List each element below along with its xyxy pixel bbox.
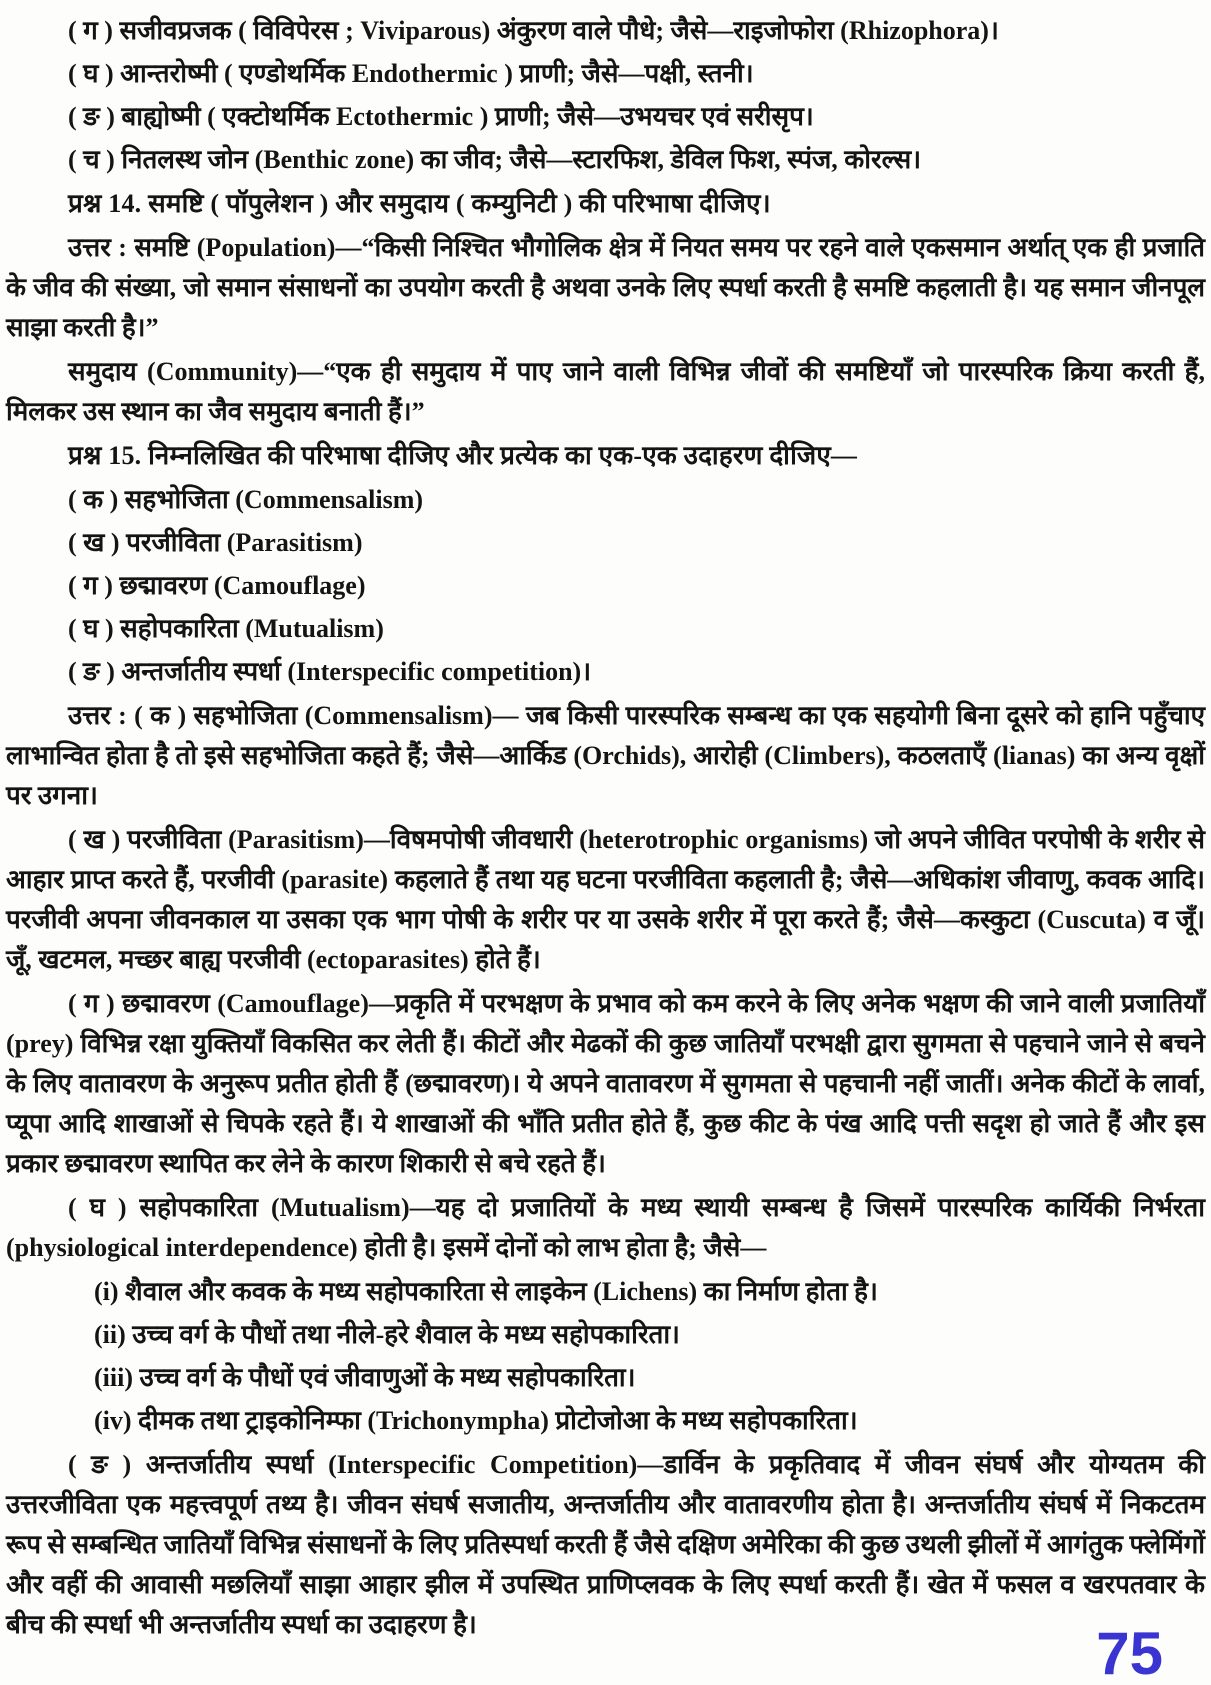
question-14-answer-population: उत्तर : समष्टि (Population)—“किसी निश्चित भौगोलिक क्षेत्र में नियत समय पर रहने वाले एकसमान अर्थात् एक ही प्रजाति के जीव की संख्या, जो समान संसाधनों का उपयोग करती है अथवा उनके लिए स्पर्धा करती है समष्टि कहलाती है। यह समान जीनपूल साझा करती है।” (6, 233, 1205, 342)
list-item-nga-ectothermic: ( ङ ) बाह्योष्मी ( एक्टोथर्मिक Ectothermic ) प्राणी; जैसे—उभयचर एवं सरीसृप। (68, 102, 814, 131)
option-ga-camouflage: ( ग ) छद्मावरण (Camouflage) (68, 571, 366, 600)
page-number: 75 (1096, 1620, 1163, 1685)
list-item-ga-viviparous: ( ग ) सजीवप्रजक ( विविपेरस ; Viviparous) अंकुरण वाले पौधे; जैसे—राइजोफोरा (Rhizophora)। (68, 16, 999, 45)
question-15-heading: प्रश्न 15. निम्नलिखित की परिभाषा दीजिए और प्रत्येक का एक-एक उदाहरण दीजिए— (68, 441, 858, 470)
option-gha-mutualism: ( घ ) सहोपकारिता (Mutualism) (68, 614, 384, 643)
option-kha-parasitism: ( ख ) परजीविता (Parasitism) (68, 528, 363, 557)
answer-parasitism: ( ख ) परजीविता (Parasitism)—विषमपोषी जीवधारी (heterotrophic organisms) जो अपने जीवित परपोषी के शरीर से आहार प्राप्त करते हैं, परजीवी (parasite) कहलाते हैं तथा यह घटना परजीविता कहलाती है; जैसे—अधिकांश जीवाणु, कवक आदि। परजीवी अपना जीवनकाल या उसका एक भाग पोषी के शरीर पर या उसके शरीर में पूरा करते हैं; जैसे—कस्कुटा (Cuscuta) व जूँ। जूँ, खटमल, मच्छर बाह्य परजीवी (ectoparasites) होते हैं। (6, 825, 1205, 974)
mutualism-example-iii: (iii) उच्च वर्ग के पौधों एवं जीवाणुओं के मध्य सहोपकारिता। (94, 1363, 636, 1392)
mutualism-example-iv: (iv) दीमक तथा ट्राइकोनिम्फा (Trichonympha) प्रोटोजोआ के मध्य सहोपकारिता। (94, 1406, 858, 1435)
list-item-gha-endothermic: ( घ ) आन्तरोष्मी ( एण्डोथर्मिक Endothermic ) प्राणी; जैसे—पक्षी, स्तनी। (68, 59, 754, 88)
answer-interspecific: ( ङ ) अन्तर्जातीय स्पर्धा (Interspecific Competition)—डार्विन के प्रकृतिवाद में जीवन संघर्ष और योग्यतम की उत्तरजीविता एक महत्त्वपूर्ण तथ्य है। जीवन संघर्ष सजातीय, अन्तर्जातीय और वातावरणीय होता है। अन्तर्जातीय संघर्ष में निकटतम रूप से सम्बन्धित जातियाँ विभिन्न संसाधनों के लिए प्रतिस्पर्धा करती हैं जैसे दक्षिण अमेरिका की कुछ उथली झीलों में आगंतुक फ्लेमिंगों और वहीं की आवासी मछलियाँ साझा आहार झील में उपस्थित प्राणिप्लवक के लिए स्पर्धा करती हैं। खेत में फसल व खरपतवार के बीच की स्पर्धा भी अन्तर्जातीय स्पर्धा का उदाहरण है। (6, 1450, 1205, 1639)
answer-mutualism: ( घ ) सहोपकारिता (Mutualism)—यह दो प्रजातियों के मध्य स्थायी सम्बन्ध है जिसमें पारस्परिक कार्यिकी निर्भरता (physiological interdependence) होती है। इसमें दोनों को लाभ होता है; जैसे— (6, 1193, 1205, 1262)
option-ka-commensalism: ( क ) सहभोजिता (Commensalism) (68, 485, 424, 514)
answer-camouflage: ( ग ) छद्मावरण (Camouflage)—प्रकृति में परभक्षण के प्रभाव को कम करने के लिए अनेक भक्षण की जाने वाली प्रजातियाँ (prey) विभिन्न रक्षा युक्तियाँ विकसित कर लेती हैं। कीटों और मेढकों की कुछ जातियाँ परभक्षी द्वारा सुगमता से पहचाने जाने से बचने के लिए वातावरण के अनुरूप प्रतीत होती हैं (छद्मावरण)। ये अपने वातावरण में सुगमता से पहचानी नहीं जातीं। अनेक कीटों के लार्वा, प्यूपा आदि शाखाओं से चिपके रहते हैं। ये शाखाओं की भाँति प्रतीत होते हैं, कुछ कीट के पंख आदि पत्ती सदृश हो जाते हैं और इस प्रकार छद्मावरण स्थापित कर लेने के कारण शिकारी से बचे रहते हैं। (6, 989, 1205, 1178)
question-14-heading: प्रश्न 14. समष्टि ( पॉपुलेशन ) और समुदाय ( कम्युनिटी ) की परिभाषा दीजिए। (68, 189, 771, 218)
answer-commensalism: उत्तर : ( क ) सहभोजिता (Commensalism)— जब किसी पारस्परिक सम्बन्ध का एक सहयोगी बिना दूसरे को हानि पहुँचाए लाभान्वित होता है तो इसे सहभोजिता कहते हैं; जैसे—आर्किड (Orchids), आरोही (Climbers), कठलताएँ (lianas) का अन्य वृक्षों पर उगना। (6, 701, 1205, 810)
mutualism-example-i: (i) शैवाल और कवक के मध्य सहोपकारिता से लाइकेन (Lichens) का निर्माण होता है। (94, 1277, 878, 1306)
list-item-cha-benthic: ( च ) नितलस्थ जोन (Benthic zone) का जीव; जैसे—स्टारफिश, डेविल फिश, स्पंज, कोरल्स। (68, 145, 922, 174)
option-nga-interspecific: ( ङ ) अन्तर्जातीय स्पर्धा (Interspecific competition)। (68, 657, 592, 686)
mutualism-example-ii: (ii) उच्च वर्ग के पौधों तथा नीले-हरे शैवाल के मध्य सहोपकारिता। (94, 1320, 680, 1349)
question-14-answer-community: समुदाय (Community)—“एक ही समुदाय में पाए जाने वाली विभिन्न जीवों की समष्टियाँ जो पारस्परिक क्रिया करती हैं, मिलकर उस स्थान का जैव समुदाय बनाती हैं।” (6, 357, 1205, 426)
